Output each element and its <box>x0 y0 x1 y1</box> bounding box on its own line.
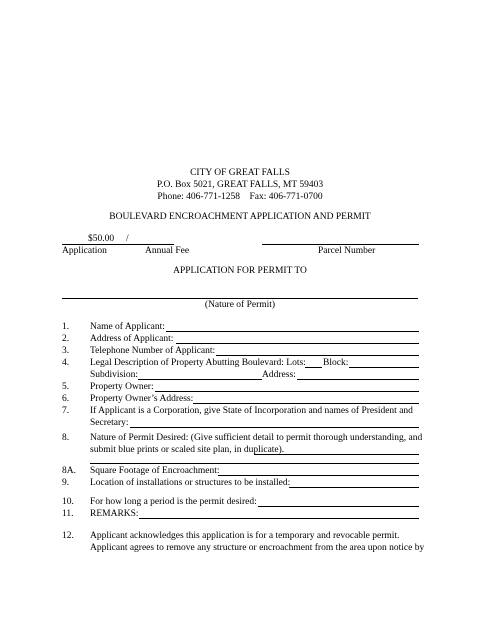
item-number: 5. <box>62 382 70 392</box>
name-of-applicant-field[interactable] <box>166 331 419 332</box>
corporation-label: If Applicant is a Corporation, give State of Incorporation and names of President and <box>90 406 413 416</box>
period-label: For how long a period is the permit desired: <box>90 497 257 507</box>
nature-desired-label: Nature of Permit Desired: (Give sufficient detail to permit thorough understanding, and <box>90 433 423 443</box>
acknowledgement-text: Applicant acknowledges this application is for a temporary and revocable permit. <box>90 531 400 541</box>
item-number: 11. <box>62 509 74 519</box>
property-owner-address-label: Property Owner’s Address: <box>90 394 194 404</box>
subdivision-label: Subdivision: <box>90 370 139 380</box>
legal-description-label: Legal Description of Property Abutting Boulevard: Lots: <box>90 358 306 368</box>
nature-desired-field-2[interactable] <box>90 463 419 464</box>
property-address-field[interactable] <box>297 379 419 380</box>
address-of-applicant-field[interactable] <box>176 343 419 344</box>
item-number: 2. <box>62 334 70 344</box>
nature-caption: (Nature of Permit) <box>204 300 276 310</box>
item-number: 4. <box>62 358 70 368</box>
location-label: Location of installations or structures to be installed: <box>90 478 291 488</box>
corporation-field[interactable] <box>130 427 419 428</box>
block-field[interactable] <box>349 367 419 368</box>
item-number: 9. <box>62 478 70 488</box>
fee-slash: / <box>126 234 129 244</box>
period-field[interactable] <box>258 506 419 507</box>
item-number: 7. <box>62 406 70 416</box>
acknowledgement-text-2: Applicant agrees to remove any structure or encroachment from the area upon notice by <box>90 543 425 553</box>
item-number: 8A. <box>62 466 76 476</box>
telephone-field[interactable] <box>216 355 419 356</box>
address-of-applicant-label: Address of Applicant: <box>90 334 174 344</box>
org-phone: Phone: 406-771-1258 <box>157 192 240 202</box>
item-number: 3. <box>62 346 70 356</box>
remarks-field[interactable] <box>139 518 419 519</box>
annual-fee-label: Annual Fee <box>145 246 190 256</box>
property-owner-address-field[interactable] <box>193 403 419 404</box>
parcel-number-line[interactable] <box>262 244 419 245</box>
document-title: BOULEVARD ENCROACHMENT APPLICATION AND PERMIT <box>109 212 371 222</box>
item-number: 8. <box>62 433 70 443</box>
location-field[interactable] <box>289 487 419 488</box>
item-number: 10. <box>62 497 74 507</box>
lots-field[interactable] <box>305 367 322 368</box>
name-of-applicant-label: Name of Applicant: <box>90 322 165 332</box>
item-number: 1. <box>62 322 70 332</box>
remarks-label: REMARKS: <box>90 509 139 519</box>
org-name: CITY OF GREAT FALLS <box>190 168 290 178</box>
square-footage-field[interactable] <box>218 475 419 476</box>
secretary-label: Secretary: <box>90 418 129 428</box>
fee-amount: $50.00 <box>88 234 115 244</box>
org-fax: Fax: 406-771-0700 <box>249 192 323 202</box>
item-number: 12. <box>62 531 74 541</box>
square-footage-label: Square Footage of Encroachment: <box>90 466 220 476</box>
fee-line[interactable] <box>62 244 174 245</box>
org-contact <box>0 192 480 203</box>
parcel-number-label: Parcel Number <box>318 246 376 256</box>
telephone-label: Telephone Number of Applicant: <box>90 346 216 356</box>
property-owner-field[interactable] <box>155 391 419 392</box>
application-label: Application <box>62 246 107 256</box>
item-number: 6. <box>62 394 70 404</box>
nature-desired-field[interactable] <box>254 454 419 455</box>
org-address: P.O. Box 5021, GREAT FALLS, MT 59403 <box>156 180 324 190</box>
nature-of-permit-line[interactable] <box>62 298 418 299</box>
property-address-label: Address: <box>262 370 296 380</box>
permit-heading: APPLICATION FOR PERMIT TO <box>173 266 307 276</box>
subdivision-field[interactable] <box>138 379 262 380</box>
block-label: Block: <box>323 358 349 368</box>
property-owner-label: Property Owner: <box>90 382 154 392</box>
nature-desired-label-2: submit blue prints or scaled site plan, in duplicate). <box>90 445 285 455</box>
